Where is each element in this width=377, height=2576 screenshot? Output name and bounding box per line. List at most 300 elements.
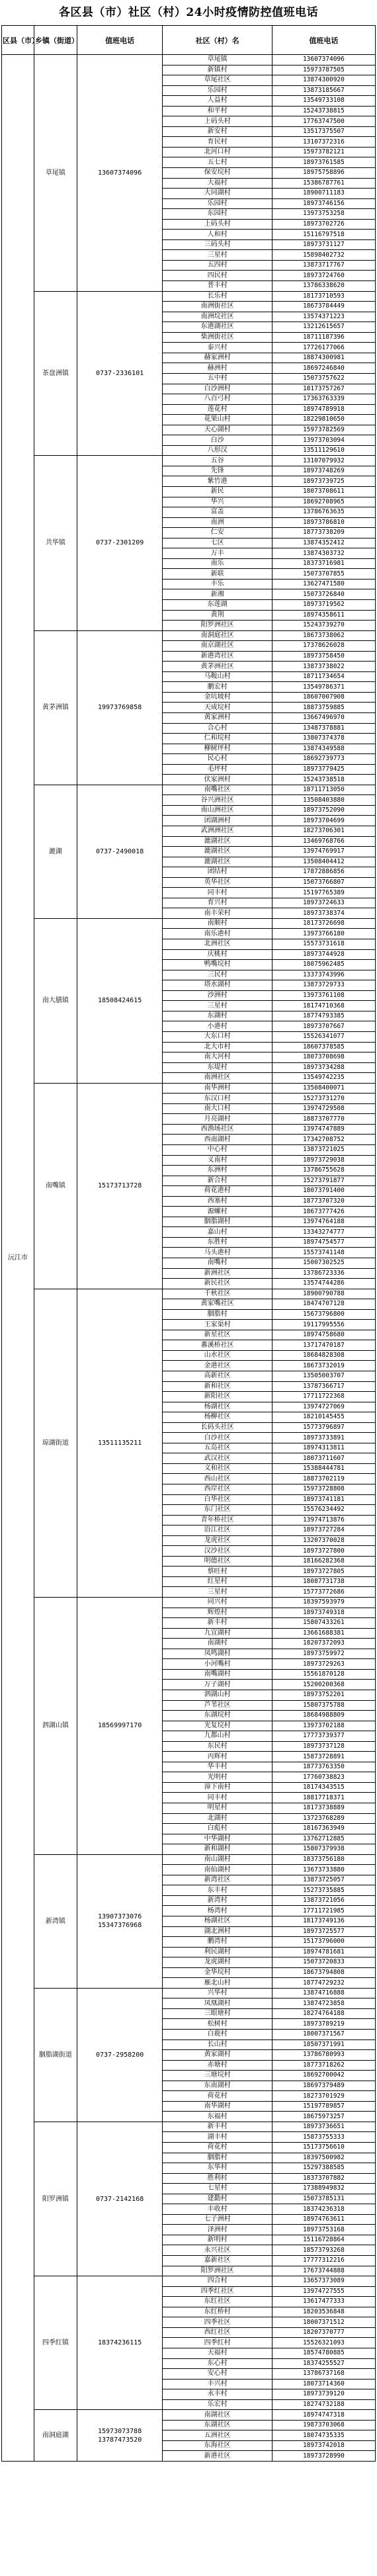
community-phone-cell: 18174710368 bbox=[272, 1001, 375, 1011]
town-cell: 新湾镇 bbox=[34, 1854, 77, 1988]
community-name-cell: 泽洲村 bbox=[163, 2225, 272, 2235]
community-phone-cell: 18973729038 bbox=[272, 1155, 375, 1166]
community-name-cell: 南洲 bbox=[163, 517, 272, 528]
community-phone-cell: 17711722368 bbox=[272, 1392, 375, 1402]
community-phone-cell: 18167363949 bbox=[272, 1824, 375, 1834]
community-phone-cell: 15973782569 bbox=[272, 425, 375, 435]
community-name-cell: 人益村 bbox=[163, 96, 272, 107]
community-name-cell: 凤凰湖村 bbox=[163, 1998, 272, 2009]
community-name-cell: 鹏湾村 bbox=[163, 1937, 272, 1948]
table-row bbox=[2, 918, 376, 929]
community-name-cell: 杨湖社区 bbox=[163, 1916, 272, 1926]
community-name-cell: 阳罗洲社区 bbox=[163, 621, 272, 631]
community-phone-cell: 18087731738 bbox=[272, 1576, 375, 1587]
community-name-cell: 新和社区 bbox=[163, 1381, 272, 1392]
town-phone-cell: 0737-2958200 bbox=[77, 1988, 163, 2122]
community-name-cell: 南嘴村 bbox=[163, 1258, 272, 1268]
community-name-cell: 赤塘村 bbox=[163, 2060, 272, 2071]
community-phone-cell: 18973728990 bbox=[272, 2451, 375, 2462]
community-phone-cell: 18773718262 bbox=[272, 2060, 375, 2071]
community-phone-cell: 18773707320 bbox=[272, 1196, 375, 1207]
community-name-cell: 金港社区 bbox=[163, 1361, 272, 1371]
community-name-cell: 南京湖社区 bbox=[163, 641, 272, 652]
community-name-cell: 北河口村 bbox=[163, 147, 272, 157]
community-name-cell: 上码头村 bbox=[163, 219, 272, 230]
community-name-cell: 南华湖村 bbox=[163, 2101, 272, 2112]
community-phone-cell: 13873185667 bbox=[272, 85, 375, 96]
community-name-cell: 毛坪村 bbox=[163, 764, 272, 775]
community-name-cell: 黄家洲村 bbox=[163, 713, 272, 724]
table-row bbox=[2, 2276, 376, 2287]
community-name-cell: 赫家洲村 bbox=[163, 353, 272, 363]
community-phone-cell: 13873738022 bbox=[272, 662, 375, 672]
community-phone-cell: 13974769917 bbox=[272, 847, 375, 857]
community-phone-cell: 18711187396 bbox=[272, 332, 375, 343]
community-name-cell: 赫洲村 bbox=[163, 363, 272, 374]
community-name-cell: 长乐村 bbox=[163, 291, 272, 302]
community-phone-cell: 18229810650 bbox=[272, 415, 375, 425]
community-phone-cell: 18073708611 bbox=[272, 486, 375, 497]
community-phone-cell: 18374236318 bbox=[272, 2204, 375, 2215]
community-phone-cell: 13511129610 bbox=[272, 445, 375, 456]
community-name-cell: 七星村 bbox=[163, 2184, 272, 2194]
community-name-cell: 光明村 bbox=[163, 1772, 272, 1783]
community-name-cell: 三码头村 bbox=[163, 239, 272, 250]
header-town-phone: 值班电话 bbox=[77, 26, 163, 55]
community-phone-cell: 13762712885 bbox=[272, 1834, 375, 1844]
community-name-cell: 西山社区 bbox=[163, 1474, 272, 1484]
community-name-cell: 荷花港村 bbox=[163, 1186, 272, 1197]
community-name-cell: 新安村 bbox=[163, 126, 272, 137]
community-name-cell: 杨柳社区 bbox=[163, 1412, 272, 1423]
community-phone-cell: 18673777426 bbox=[272, 1207, 375, 1217]
community-phone-cell: 13549742235 bbox=[272, 1073, 375, 1084]
community-name-cell: 白沙社区 bbox=[163, 1433, 272, 1443]
community-phone-cell: 18692708965 bbox=[272, 497, 375, 507]
community-name-cell: 新湾社区 bbox=[163, 1875, 272, 1885]
town-phone-cell: 13511135211 bbox=[77, 1289, 163, 1597]
community-name-cell: 五岛社区 bbox=[163, 1443, 272, 1453]
community-name-cell: 沙洲村 bbox=[163, 990, 272, 1001]
community-phone-cell: 15297388585 bbox=[272, 2163, 375, 2174]
town-cell: 胭脂湖街道 bbox=[34, 1988, 77, 2122]
community-phone-cell: 13508403880 bbox=[272, 795, 375, 806]
community-name-cell: 阳罗洲社区 bbox=[163, 2266, 272, 2276]
community-name-cell: 三塘垸村 bbox=[163, 2071, 272, 2081]
community-name-cell: 新和湖村 bbox=[163, 1844, 272, 1855]
community-phone-cell: 17773739377 bbox=[272, 1731, 375, 1742]
community-phone-cell: 15773796897 bbox=[272, 1422, 375, 1433]
community-phone-cell: 17872886856 bbox=[272, 867, 375, 878]
community-phone-cell: 18675973257 bbox=[272, 2112, 375, 2122]
community-phone-cell: 18207372093 bbox=[272, 1639, 375, 1649]
community-phone-cell: 15273731270 bbox=[272, 1094, 375, 1104]
community-phone-cell: 18974754577 bbox=[272, 1237, 375, 1248]
community-phone-cell: 15073720833 bbox=[272, 1957, 375, 1968]
community-phone-cell: 18507371991 bbox=[272, 2039, 375, 2050]
community-phone-cell: 15573731618 bbox=[272, 939, 375, 950]
community-name-cell: 千秋社区 bbox=[163, 1289, 272, 1299]
community-phone-cell: 18973744928 bbox=[272, 949, 375, 960]
community-phone-cell: 17763747500 bbox=[272, 116, 375, 127]
community-name-cell: 五四村 bbox=[163, 260, 272, 271]
community-name-cell: 大东口村 bbox=[163, 1031, 272, 1042]
community-phone-cell: 18673732019 bbox=[272, 1361, 375, 1371]
community-name-cell: 仁安 bbox=[163, 528, 272, 538]
community-phone-cell: 18973734288 bbox=[272, 1062, 375, 1073]
town-cell: 南嘴镇 bbox=[34, 1083, 77, 1289]
community-phone-cell: 18774729232 bbox=[272, 1978, 375, 1989]
community-name-cell: 南山洲社区 bbox=[163, 805, 272, 816]
town-cell: 黄茅洲镇 bbox=[34, 630, 77, 785]
community-phone-cell: 18874300981 bbox=[272, 353, 375, 363]
community-phone-cell: 18973779425 bbox=[272, 764, 375, 775]
community-phone-cell: 18073711607 bbox=[272, 1453, 375, 1464]
town-cell: 阳罗洲镇 bbox=[34, 2122, 77, 2276]
community-name-cell: 华兴 bbox=[163, 497, 272, 507]
community-name-cell: 团结村 bbox=[163, 867, 272, 878]
community-name-cell: 新丰村 bbox=[163, 2122, 272, 2132]
community-name-cell: 新民社区 bbox=[163, 1279, 272, 1289]
community-name-cell: 南华洲村 bbox=[163, 1083, 272, 1094]
community-phone-cell: 18973739725 bbox=[272, 476, 375, 487]
community-phone-cell: 15576234492 bbox=[272, 1505, 375, 1516]
community-name-cell: 西南湖村 bbox=[163, 1135, 272, 1145]
table-row bbox=[2, 1289, 376, 1299]
community-name-cell: 南顺村 bbox=[163, 918, 272, 929]
town-cell: 漉湖 bbox=[34, 785, 77, 918]
community-phone-cell: 15243739270 bbox=[272, 621, 375, 631]
community-name-cell: 万子湖村 bbox=[163, 1680, 272, 1690]
table-row bbox=[2, 291, 376, 302]
community-phone-cell: 13107372316 bbox=[272, 137, 375, 148]
community-phone-cell: 18173710593 bbox=[272, 291, 375, 302]
community-name-cell: 五中村 bbox=[163, 373, 272, 384]
community-phone-cell: 18373707882 bbox=[272, 2173, 375, 2184]
community-phone-cell: 15807379938 bbox=[272, 1844, 375, 1855]
community-name-cell: 万丰 bbox=[163, 548, 272, 559]
community-phone-cell: 15073785131 bbox=[272, 2194, 375, 2204]
community-name-cell: 东红社区 bbox=[163, 2297, 272, 2307]
community-name-cell: 柴洲街社区 bbox=[163, 332, 272, 343]
town-phone-cell: 0737-2336101 bbox=[77, 291, 163, 456]
community-name-cell: 新联 bbox=[163, 569, 272, 580]
community-phone-cell: 13874349588 bbox=[272, 744, 375, 754]
community-name-cell: 南洲社区 bbox=[163, 1073, 272, 1084]
community-phone-cell: 18173738889 bbox=[272, 1803, 375, 1813]
page-title: 各区县（市）社区（村）24小时疫情防控值班电话 bbox=[58, 6, 319, 19]
community-phone-cell: 13973753258 bbox=[272, 209, 375, 220]
community-phone-cell: 13974729508 bbox=[272, 1103, 375, 1114]
community-phone-cell: 18274764188 bbox=[272, 2008, 375, 2019]
community-name-cell: 东南湖村 bbox=[163, 2081, 272, 2091]
community-phone-cell: 13667496970 bbox=[272, 713, 375, 724]
community-phone-cell: 18973739120 bbox=[272, 2389, 375, 2400]
community-phone-cell: 18973729263 bbox=[272, 1659, 375, 1670]
community-name-cell: 南嘴湖村 bbox=[163, 1669, 272, 1680]
community-phone-cell: 18974313811 bbox=[272, 1443, 375, 1453]
community-phone-cell: 13973761108 bbox=[272, 990, 375, 1001]
community-name-cell: 新湾村 bbox=[163, 1895, 272, 1906]
community-name-cell: 雁北山村 bbox=[163, 1978, 272, 1989]
community-phone-cell: 18973741181 bbox=[272, 1494, 375, 1505]
community-name-cell: 华丰村 bbox=[163, 1762, 272, 1772]
community-name-cell: 胭脂村 bbox=[163, 2153, 272, 2163]
community-name-cell: 金坑坡村 bbox=[163, 692, 272, 703]
community-name-cell: 乐宏村 bbox=[163, 2399, 272, 2410]
community-phone-cell: 18273701929 bbox=[272, 2091, 375, 2102]
community-phone-cell: 13469768766 bbox=[272, 836, 375, 847]
community-name-cell: 利民湖村 bbox=[163, 1947, 272, 1957]
community-phone-cell: 15197765389 bbox=[272, 888, 375, 898]
community-phone-cell: 13786723336 bbox=[272, 1268, 375, 1279]
community-name-cell: 东心村 bbox=[163, 2358, 272, 2369]
community-phone-cell: 13786763635 bbox=[272, 507, 375, 518]
community-name-cell: 八百弓村 bbox=[163, 394, 272, 405]
community-name-cell: 源螺村 bbox=[163, 1207, 272, 1217]
community-phone-cell: 18973753168 bbox=[272, 2225, 375, 2235]
community-name-cell: 中华湖村 bbox=[163, 1834, 272, 1844]
community-phone-cell: 18973786810 bbox=[272, 517, 375, 528]
community-phone-cell: 18773738209 bbox=[272, 528, 375, 538]
community-phone-cell: 13873721056 bbox=[272, 1895, 375, 1906]
community-phone-cell: 18975758896 bbox=[272, 168, 375, 179]
community-name-cell: 凤鸣湖村 bbox=[163, 1649, 272, 1659]
community-name-cell: 马头港村 bbox=[163, 1248, 272, 1258]
town-phone-cell: 15173713728 bbox=[77, 1083, 163, 1289]
community-name-cell: 同丰村 bbox=[163, 888, 272, 898]
community-name-cell: 武汉社区 bbox=[163, 1453, 272, 1464]
community-name-cell: 南湖村 bbox=[163, 1639, 272, 1649]
community-phone-cell: 13505003707 bbox=[272, 1371, 375, 1382]
community-name-cell: 东民村 bbox=[163, 1741, 272, 1752]
community-name-cell: 同丰村 bbox=[163, 1793, 272, 1803]
community-phone-cell: 15173796000 bbox=[272, 1937, 375, 1948]
community-phone-cell: 13549786371 bbox=[272, 682, 375, 693]
community-name-cell: 龙虎社区 bbox=[163, 1535, 272, 1546]
community-name-cell: 漉湖社区 bbox=[163, 857, 272, 867]
community-name-cell: 新合村 bbox=[163, 1176, 272, 1186]
community-name-cell: 上码头村 bbox=[163, 116, 272, 127]
community-name-cell: 北洲社区 bbox=[163, 939, 272, 950]
community-name-cell: 民心村 bbox=[163, 754, 272, 765]
community-phone-cell: 17777312216 bbox=[272, 2256, 375, 2266]
community-phone-cell: 15973787505 bbox=[272, 65, 375, 75]
community-phone-cell: 18973719562 bbox=[272, 599, 375, 610]
town-cell: 南洞庭湖 bbox=[34, 2410, 77, 2462]
community-phone-cell: 15898402732 bbox=[272, 250, 375, 261]
community-phone-cell: 13974727555 bbox=[272, 2286, 375, 2297]
community-phone-cell: 18684828308 bbox=[272, 1350, 375, 1361]
community-name-cell: 荷花村 bbox=[163, 2091, 272, 2102]
town-phone-cell: 0737-2142168 bbox=[77, 2122, 163, 2276]
table-row bbox=[2, 630, 376, 641]
community-phone-cell: 15561870128 bbox=[272, 1669, 375, 1680]
community-phone-cell: 13786737168 bbox=[272, 2369, 375, 2380]
community-phone-cell: 13786338620 bbox=[272, 281, 375, 292]
community-phone-cell: 18697379489 bbox=[272, 2081, 375, 2091]
table-row bbox=[2, 2410, 376, 2421]
community-name-cell: 五谷 bbox=[163, 456, 272, 466]
community-name-cell: 南山湖村 bbox=[163, 1854, 272, 1865]
community-name-cell: 新洲社区 bbox=[163, 1268, 272, 1279]
community-name-cell: 新民 bbox=[163, 486, 272, 497]
community-name-cell: 王家渠村 bbox=[163, 1320, 272, 1330]
community-phone-cell: 13974713876 bbox=[272, 1515, 375, 1525]
community-phone-cell: 18973742018 bbox=[272, 2440, 375, 2451]
community-name-cell: 长码头社区 bbox=[163, 1422, 272, 1433]
community-name-cell: 英华社区 bbox=[163, 877, 272, 888]
community-name-cell: 合心村 bbox=[163, 723, 272, 734]
community-phone-cell: 18673794808 bbox=[272, 1967, 375, 1978]
community-phone-cell: 18973746156 bbox=[272, 198, 375, 209]
community-name-cell: 白沙洲村 bbox=[163, 384, 272, 394]
community-name-cell: 东洲村 bbox=[163, 1166, 272, 1176]
community-name-cell: 金华垸村 bbox=[163, 1967, 272, 1978]
community-name-cell: 白鹿村 bbox=[163, 2030, 272, 2040]
community-name-cell: 七子洲村 bbox=[163, 2214, 272, 2225]
community-name-cell: 永兴社区 bbox=[163, 2245, 272, 2256]
community-name-cell: 沿江社区 bbox=[163, 1525, 272, 1536]
community-phone-cell: 18973749318 bbox=[272, 1608, 375, 1618]
community-phone-cell: 18773763350 bbox=[272, 1762, 375, 1772]
community-name-cell: 明德社区 bbox=[163, 1556, 272, 1567]
community-phone-cell: 18974758680 bbox=[272, 1330, 375, 1340]
community-name-cell: 山水社区 bbox=[163, 1350, 272, 1361]
community-phone-cell: 18973731127 bbox=[272, 239, 375, 250]
community-name-cell: 嘉新社区 bbox=[163, 2256, 272, 2266]
community-name-cell: 红星村 bbox=[163, 1576, 272, 1587]
community-phone-cell: 19117995556 bbox=[272, 1320, 375, 1330]
community-name-cell: 杨湖社区 bbox=[163, 1402, 272, 1412]
community-phone-cell: 18073714360 bbox=[272, 2379, 375, 2389]
community-name-cell: 东丰村 bbox=[163, 1885, 272, 1896]
community-phone-cell: 13974747889 bbox=[272, 1124, 375, 1135]
community-name-cell: 人和村 bbox=[163, 230, 272, 240]
community-phone-cell: 13787366717 bbox=[272, 1381, 375, 1392]
community-phone-cell: 15273791877 bbox=[272, 1176, 375, 1186]
community-name-cell: 天福村 bbox=[163, 2348, 272, 2358]
community-phone-cell: 18607378585 bbox=[272, 1042, 375, 1052]
community-name-cell: 东红桥村 bbox=[163, 2307, 272, 2317]
community-phone-cell: 13723768289 bbox=[272, 1813, 375, 1824]
community-name-cell: 东汉口村 bbox=[163, 1094, 272, 1104]
community-name-cell: 新港湾社区 bbox=[163, 651, 272, 662]
community-name-cell: 东湖社区 bbox=[163, 2420, 272, 2430]
community-name-cell: 东门社区 bbox=[163, 1505, 272, 1516]
community-name-cell: 紫竹港 bbox=[163, 476, 272, 487]
community-phone-cell: 18973702726 bbox=[272, 219, 375, 230]
community-name-cell: 湖丰村 bbox=[163, 2132, 272, 2143]
community-phone-cell: 18007371512 bbox=[272, 2317, 375, 2328]
table-row bbox=[2, 456, 376, 466]
community-name-cell: 天成垸村 bbox=[163, 703, 272, 713]
community-name-cell: 小港村 bbox=[163, 1021, 272, 1032]
community-phone-cell: 18873707770 bbox=[272, 1114, 375, 1125]
community-name-cell: 蕃溪桥社区 bbox=[163, 1340, 272, 1351]
community-phone-cell: 18973752201 bbox=[272, 1690, 375, 1700]
community-name-cell: 九都山村 bbox=[163, 1731, 272, 1742]
community-name-cell: 东福村 bbox=[163, 2112, 272, 2122]
community-name-cell: 三星村 bbox=[163, 1001, 272, 1011]
community-name-cell: 同兴村 bbox=[163, 1598, 272, 1608]
community-phone-cell: 18173749136 bbox=[272, 1916, 375, 1926]
community-phone-cell: 18973736651 bbox=[272, 2122, 375, 2132]
community-phone-cell: 18900790788 bbox=[272, 1289, 375, 1299]
community-name-cell: 柳树坪村 bbox=[163, 744, 272, 754]
community-name-cell: 八形汉 bbox=[163, 445, 272, 456]
community-phone-cell: 18873759885 bbox=[272, 703, 375, 713]
header-area: 区县（市） bbox=[2, 26, 34, 55]
community-name-cell: 义和社区 bbox=[163, 1463, 272, 1474]
community-name-cell: 四季社区 bbox=[163, 2317, 272, 2328]
duty-phone-table bbox=[1, 25, 376, 2462]
community-phone-cell: 18166282368 bbox=[272, 1556, 375, 1567]
community-name-cell: 七区 bbox=[163, 538, 272, 548]
town-cell: 琼湖街道 bbox=[34, 1289, 77, 1597]
community-phone-cell: 18207370777 bbox=[272, 2327, 375, 2338]
community-name-cell: 黄荆 bbox=[163, 610, 272, 621]
community-phone-cell: 18974358611 bbox=[272, 610, 375, 621]
town-cell: 南大膳镇 bbox=[34, 918, 77, 1083]
community-phone-cell: 18973748269 bbox=[272, 466, 375, 476]
community-phone-cell: 18273706301 bbox=[272, 826, 375, 837]
community-phone-cell: 13874352412 bbox=[272, 538, 375, 548]
community-phone-cell: 13786780993 bbox=[272, 2050, 375, 2061]
community-phone-cell: 18684988809 bbox=[272, 1711, 375, 1721]
community-phone-cell: 15116797518 bbox=[272, 230, 375, 240]
community-name-cell: 马鞍山村 bbox=[163, 671, 272, 682]
town-phone-cell: 13607374096 bbox=[77, 55, 163, 292]
town-phone-cell: 18569997170 bbox=[77, 1598, 163, 1855]
community-phone-cell: 18973759972 bbox=[272, 1649, 375, 1659]
community-phone-cell: 15116728864 bbox=[272, 2235, 375, 2245]
community-phone-cell: 18373756180 bbox=[272, 1854, 375, 1865]
community-phone-cell: 15386787761 bbox=[272, 178, 375, 189]
community-phone-cell: 13973702188 bbox=[272, 1721, 375, 1731]
community-name-cell: 小河嘴村 bbox=[163, 1659, 272, 1670]
community-name-cell: 南洲垸社区 bbox=[163, 312, 272, 322]
community-phone-cell: 13974764188 bbox=[272, 1217, 375, 1227]
community-name-cell: 武洲洲社区 bbox=[163, 826, 272, 837]
community-name-cell: 大福村 bbox=[163, 178, 272, 189]
community-name-cell: 富盖 bbox=[163, 507, 272, 518]
community-phone-cell: 13207370028 bbox=[272, 1535, 375, 1546]
community-name-cell: 伏家洲村 bbox=[163, 775, 272, 785]
community-phone-cell: 13717470187 bbox=[272, 1340, 375, 1351]
community-phone-cell: 17363763339 bbox=[272, 394, 375, 405]
community-name-cell: 芦苇社区 bbox=[163, 1700, 272, 1711]
area-cell: 沅江市 bbox=[2, 55, 34, 2462]
community-phone-cell: 17711721985 bbox=[272, 1906, 375, 1916]
community-phone-cell: 18203536848 bbox=[272, 2307, 375, 2317]
community-phone-cell: 18697246840 bbox=[272, 363, 375, 374]
community-name-cell: 永丰村 bbox=[163, 2389, 272, 2400]
community-name-cell: 鹏宏村 bbox=[163, 682, 272, 693]
community-phone-cell: 13974727069 bbox=[272, 1402, 375, 1412]
community-name-cell: 安心村 bbox=[163, 2369, 272, 2380]
table-row bbox=[2, 2122, 376, 2132]
community-name-cell: 大同湖村 bbox=[163, 189, 272, 199]
community-phone-cell: 13873725057 bbox=[272, 1875, 375, 1885]
town-phone-cell: 18374236115 bbox=[77, 2276, 163, 2410]
community-name-cell: 四民村 bbox=[163, 271, 272, 281]
community-name-cell: 三眼塘村 bbox=[163, 2008, 272, 2019]
community-name-cell: 北大市村 bbox=[163, 1042, 272, 1052]
community-name-cell: 团湖洲村 bbox=[163, 816, 272, 826]
town-cell: 共华镇 bbox=[34, 456, 77, 630]
community-phone-cell: 18973727284 bbox=[272, 1525, 375, 1536]
